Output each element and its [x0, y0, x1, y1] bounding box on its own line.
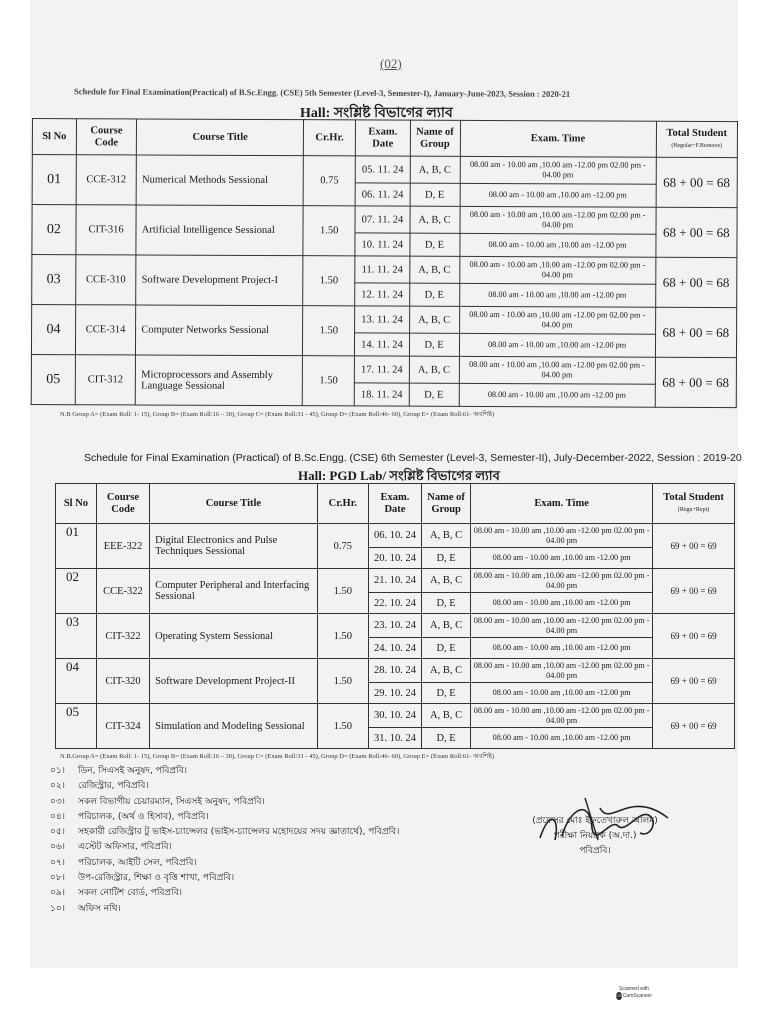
exam-time: 08.00 am - 10.00 am ,10.00 am -12.00 pm — [459, 233, 655, 257]
exam-date: 14. 11. 24 — [355, 333, 409, 356]
group-names: D, E — [409, 283, 459, 306]
header-exam-time: Exam. Time — [471, 484, 653, 524]
exam-time: 08.00 am - 10.00 am ,10.00 am -12.00 pm 02.00 pm - 04.00 pm — [459, 256, 655, 284]
header-credit-hour: Cr.Hr. — [317, 484, 368, 524]
distribution-item — [50, 856, 399, 871]
sl-no: 04 — [31, 305, 75, 355]
distribution-text: উপ-রেজিস্ট্রার, শিক্ষা ও বৃত্তি শাখা, পবিপ্রবি। — [78, 873, 235, 884]
table-row — [32, 305, 737, 335]
course-code: CCE-314 — [75, 305, 136, 355]
group-names: D, E — [422, 548, 471, 569]
distribution-number: ০১। — [50, 766, 65, 776]
table-row — [31, 354, 736, 384]
distribution-item — [50, 764, 399, 779]
header-exam-time: Exam. Time — [460, 120, 656, 157]
table-row — [56, 614, 735, 638]
sl-no: 03 — [32, 255, 76, 305]
distribution-item — [50, 886, 399, 901]
schedule-1-group-note: N.B Group A= (Exam Roll: 1- 15), Group B= (Exam Roll:16 – 30), Group C= (Exam Roll:31 - 45), Group D= (Exam Roll:46- 60), Group E= (Exam Roll:61- অবশিষ্ট) — [60, 411, 495, 418]
credit-hour: 1.50 — [303, 306, 355, 356]
course-title: Artificial Intelligence Sessional — [136, 205, 303, 256]
exam-date: 10. 11. 24 — [355, 233, 409, 256]
table-row — [56, 659, 735, 683]
total-student: 68 + 00 = 68 — [656, 157, 738, 207]
credit-hour: 1.50 — [303, 256, 355, 306]
exam-date: 24. 10. 24 — [368, 638, 421, 659]
distribution-text: রেজিস্ট্রার, পবিপ্রবি। — [78, 781, 149, 792]
camscanner-icon: CS — [616, 993, 622, 998]
total-student: 69 + 00 = 69 — [653, 524, 735, 569]
exam-time: 08.00 am - 10.00 am ,10.00 am -12.00 pm 02.00 pm - 04.00 pm — [471, 524, 653, 548]
distribution-text: ডিন, সিএসই অনুষদ, পবিপ্রবি। — [78, 766, 187, 776]
distribution-item — [50, 810, 399, 825]
credit-hour: 1.50 — [317, 704, 368, 749]
schedule-1-table — [31, 118, 738, 408]
distribution-number: ০৮। — [50, 873, 65, 884]
table-row — [32, 155, 737, 185]
course-title: Computer Networks Sessional — [136, 305, 303, 356]
exam-time: 08.00 am - 10.00 am ,10.00 am -12.00 pm 02.00 pm - 04.00 pm — [471, 614, 653, 638]
total-student: 68 + 00 = 68 — [655, 257, 737, 307]
header-exam-date: Exam. Date — [356, 120, 410, 156]
course-code: CCE-322 — [96, 569, 149, 614]
exam-time: 08.00 am - 10.00 am ,10.00 am -12.00 pm — [459, 283, 655, 307]
course-code: EEE-322 — [96, 524, 149, 569]
group-names: A, B, C — [410, 206, 460, 233]
exam-time: 08.00 am - 10.00 am ,10.00 am -12.00 pm — [460, 183, 656, 207]
distribution-number: ০২। — [50, 781, 65, 792]
schedule-1-title: Schedule for Final Examination(Practical) of B.Sc.Engg. (CSE) 5th Semester (Level-3, Semester-I), January-June-2023, Session : 2020-21 — [73, 86, 571, 99]
exam-date: 23. 10. 24 — [368, 614, 421, 638]
course-title: Numerical Methods Sessional — [136, 155, 303, 206]
schedule-1-hall: Hall: সংশ্লিষ্ট বিভাগের ল্যাব — [300, 106, 453, 121]
distribution-item — [50, 825, 399, 840]
scanner-line1: Scanned with — [618, 986, 650, 992]
header-total-label: Total Student — [666, 127, 728, 139]
distribution-number: ১০। — [50, 903, 65, 914]
course-code: CIT-316 — [76, 205, 137, 255]
exam-time: 08.00 am - 10.00 am ,10.00 am -12.00 pm 02.00 pm - 04.00 pm — [459, 356, 655, 384]
scanner-logo — [616, 992, 652, 1000]
exam-date: 31. 10. 24 — [368, 728, 421, 749]
course-title: Microprocessors and Assembly Language Sessional — [136, 355, 303, 406]
signature-block — [510, 814, 680, 859]
credit-hour: 0.75 — [303, 156, 355, 206]
course-code: CIT-320 — [96, 659, 149, 704]
header-group: Name of Group — [410, 120, 460, 156]
header-course-code: Course Code — [76, 119, 137, 155]
exam-time: 08.00 am - 10.00 am ,10.00 am -12.00 pm 02.00 pm - 04.00 pm — [471, 569, 653, 593]
table-row — [32, 205, 737, 235]
table-row — [56, 704, 735, 728]
total-student: 69 + 00 = 69 — [653, 659, 735, 704]
exam-time: 08.00 am - 10.00 am ,10.00 am -12.00 pm 02.00 pm - 04.00 pm — [459, 306, 655, 334]
sl-no: 02 — [32, 205, 76, 255]
total-student: 68 + 00 = 68 — [656, 207, 738, 257]
exam-date: 22. 10. 24 — [368, 593, 421, 614]
distribution-item — [50, 871, 399, 886]
sl-no: 05 — [56, 704, 97, 749]
course-title: Software Development Project-I — [136, 255, 303, 306]
group-names: D, E — [422, 728, 471, 749]
scanner-watermark — [616, 986, 652, 1000]
group-names: A, B, C — [422, 704, 471, 728]
table-row — [56, 569, 735, 593]
header-course-code: Course Code — [96, 484, 149, 524]
total-student: 69 + 00 = 69 — [653, 704, 735, 749]
sl-no: 01 — [56, 524, 97, 569]
header-sl: Sl No — [56, 484, 97, 524]
distribution-list — [50, 764, 399, 917]
exam-time: 08.00 am - 10.00 am ,10.00 am -12.00 pm — [471, 548, 653, 569]
course-title: Simulation and Modeling Sessional — [150, 704, 318, 749]
exam-date: 06. 10. 24 — [368, 524, 421, 548]
total-student: 69 + 00 = 69 — [653, 569, 735, 614]
header-total-student — [653, 484, 735, 524]
course-title: Operating System Sessional — [150, 614, 318, 659]
group-names: D, E — [422, 638, 471, 659]
exam-date: 13. 11. 24 — [355, 306, 409, 333]
schedule-2-title: Schedule for Final Examination (Practical) of B.Sc.Engg. (CSE) 6th Semester (Level-3, Semester-II), July-December-2022, Session : 2019-20 — [84, 452, 742, 464]
exam-date: 30. 10. 24 — [368, 704, 421, 728]
sl-no: 05 — [31, 354, 75, 404]
exam-time: 08.00 am - 10.00 am ,10.00 am -12.00 pm 02.00 pm - 04.00 pm — [471, 704, 653, 728]
header-course-title: Course Title — [150, 484, 318, 524]
group-names: D, E — [410, 183, 460, 206]
exam-time: 08.00 am - 10.00 am ,10.00 am -12.00 pm — [471, 638, 653, 659]
exam-time: 08.00 am - 10.00 am ,10.00 am -12.00 pm 02.00 pm - 04.00 pm — [471, 659, 653, 683]
course-code: CCE-312 — [76, 155, 137, 205]
group-names: A, B, C — [409, 256, 459, 283]
credit-hour: 1.50 — [317, 659, 368, 704]
exam-time: 08.00 am - 10.00 am ,10.00 am -12.00 pm — [471, 683, 653, 704]
distribution-number: ০৩। — [50, 796, 65, 807]
group-names: A, B, C — [409, 306, 459, 333]
sl-no: 02 — [56, 569, 97, 614]
signatory-name: (প্রফেসর মোঃ ইফতেখারুল আলম) — [532, 816, 658, 826]
course-title: Computer Peripheral and Interfacing Sessional — [150, 569, 318, 614]
page-number: (02) — [380, 56, 402, 71]
distribution-text: পরিচালক, আইটি সেল, পবিপ্রবি। — [78, 857, 197, 868]
total-student: 68 + 00 = 68 — [655, 357, 737, 407]
exam-date: 17. 11. 24 — [355, 356, 409, 383]
credit-hour: 0.75 — [317, 524, 368, 569]
group-names: A, B, C — [422, 569, 471, 593]
group-names: D, E — [422, 683, 471, 704]
header-exam-date: Exam. Date — [368, 484, 421, 524]
group-names: D, E — [409, 233, 459, 256]
signatory-designation: পরীক্ষা নিয়ন্ত্রক (অ.দা.) — [553, 831, 637, 841]
header-sl: Sl No — [32, 119, 76, 155]
signatory-org: পবিপ্রবি। — [579, 846, 611, 856]
course-code: CIT-324 — [96, 704, 149, 749]
exam-time: 08.00 am - 10.00 am ,10.00 am -12.00 pm — [459, 333, 655, 357]
header-credit-hour: Cr.Hr. — [303, 120, 355, 156]
course-title: Software Development Project-II — [150, 659, 318, 704]
total-student: 69 + 00 = 69 — [653, 614, 735, 659]
distribution-number: ০৪। — [50, 811, 65, 822]
distribution-item — [50, 795, 399, 810]
credit-hour: 1.50 — [302, 356, 354, 406]
distribution-item — [50, 840, 399, 855]
distribution-number: ০৫। — [50, 827, 65, 838]
exam-date: 28. 10. 24 — [368, 659, 421, 683]
exam-time: 08.00 am - 10.00 am ,10.00 am -12.00 pm — [471, 593, 653, 614]
group-names: D, E — [409, 333, 459, 356]
header-total-student — [656, 121, 738, 157]
group-names: D, E — [409, 383, 459, 406]
exam-date: 20. 10. 24 — [368, 548, 421, 569]
group-names: D, E — [422, 593, 471, 614]
distribution-number: ০৯। — [50, 888, 65, 899]
exam-time: 08.00 am - 10.00 am ,10.00 am -12.00 pm 02.00 pm - 04.00 pm — [460, 206, 656, 234]
total-student: 68 + 00 = 68 — [655, 307, 737, 357]
credit-hour: 1.50 — [317, 614, 368, 659]
table-row — [56, 524, 735, 548]
exam-time: 08.00 am - 10.00 am ,10.00 am -12.00 pm — [471, 728, 653, 749]
group-names: A, B, C — [410, 156, 460, 183]
distribution-text: এস্টেট অফিসার, পবিপ্রবি। — [78, 842, 172, 853]
sl-no: 01 — [32, 155, 76, 205]
exam-time: 08.00 am - 10.00 am ,10.00 am -12.00 pm — [459, 383, 655, 407]
schedule-2-hall: Hall: PGD Lab/ সংশ্লিষ্ট বিভাগের ল্যাব — [298, 468, 500, 483]
exam-date: 07. 11. 24 — [355, 206, 409, 233]
credit-hour: 1.50 — [317, 569, 368, 614]
distribution-text: সকল নোটিশ বোর্ড, পবিপ্রবি। — [78, 888, 182, 899]
header-course-title: Course Title — [137, 119, 304, 156]
course-title: Digital Electronics and Pulse Techniques Sessional — [150, 524, 318, 569]
exam-date: 18. 11. 24 — [355, 383, 409, 406]
group-names: A, B, C — [422, 659, 471, 683]
header-total-label: Total Student — [663, 491, 724, 503]
sl-no: 03 — [56, 614, 97, 659]
scanner-line2: CamScanner — [622, 993, 652, 999]
group-names: A, B, C — [422, 614, 471, 638]
exam-date: 11. 11. 24 — [355, 256, 409, 283]
distribution-number: ০৬। — [50, 842, 65, 853]
table-row — [32, 255, 737, 285]
exam-date: 12. 11. 24 — [355, 283, 409, 306]
distribution-number: ০৭। — [50, 857, 65, 868]
exam-time: 08.00 am - 10.00 am ,10.00 am -12.00 pm 02.00 pm - 04.00 pm — [460, 156, 656, 184]
distribution-text: সহকারী রেজিস্ট্রার টু ভাইস-চ্যান্সেলর (ভাইস-চ্যান্সেলর মহোদয়ের সদয় জ্ঞাতার্থে), পবিপ্রবি। — [78, 827, 400, 838]
course-code: CIT-322 — [96, 614, 149, 659]
course-code: CCE-310 — [75, 255, 136, 305]
group-names: A, B, C — [409, 356, 459, 383]
schedule-2-table — [55, 483, 735, 749]
schedule-2-group-note: N.B.Group A= (Exam Roll: 1- 15), Group B= (Exam Roll:16 – 30), Group C= (Exam Roll:31 - 45), Group D= (Exam Roll:46- 60), Group E= (Exam Roll:61- অবশিষ্ট) — [60, 753, 495, 760]
sl-no: 04 — [56, 659, 97, 704]
exam-date: 05. 11. 24 — [356, 156, 410, 183]
header-total-sub: (Regu+Rept) — [677, 506, 710, 513]
distribution-text: অফিস নথি। — [78, 903, 121, 914]
exam-date: 06. 11. 24 — [355, 183, 409, 206]
distribution-text: সকল বিভাগীয় চেয়ারম্যান, সিএসই অনুষদ, পবিপ্রবি। — [78, 796, 265, 807]
exam-date: 29. 10. 24 — [368, 683, 421, 704]
header-total-sub: (Regular+F.Remove) — [671, 142, 723, 149]
distribution-item — [50, 779, 399, 794]
header-group: Name of Group — [422, 484, 471, 524]
distribution-text: পরিচালক, (অর্থ ও হিসাব), পবিপ্রবি। — [78, 811, 209, 822]
course-code: CIT-312 — [75, 355, 136, 405]
distribution-item — [50, 902, 399, 917]
exam-date: 21. 10. 24 — [368, 569, 421, 593]
group-names: A, B, C — [422, 524, 471, 548]
credit-hour: 1.50 — [303, 206, 355, 256]
